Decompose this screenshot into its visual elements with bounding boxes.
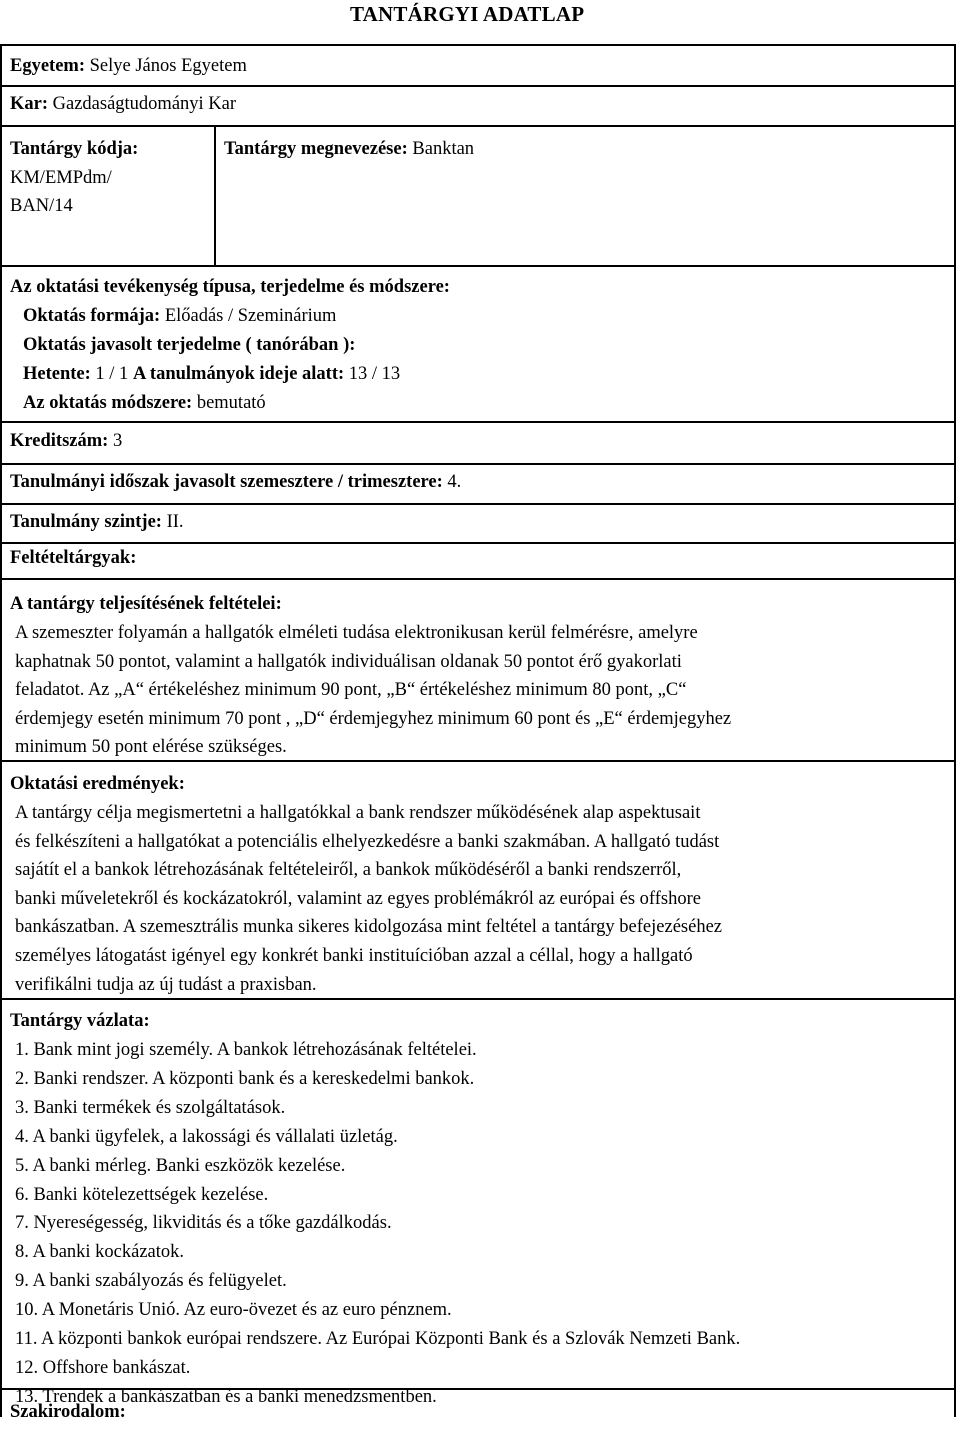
outline-label: Tantárgy vázlata: — [10, 1011, 150, 1031]
level-value: II. — [161, 512, 184, 532]
faculty-row — [2, 87, 954, 127]
document-title: TANTÁRGYI ADATLAP — [350, 2, 585, 26]
outcomes-line: A tantárgy célja megismertetni a hallgatókkal a bank rendszer működésének alap aspektusait — [15, 803, 701, 823]
requirements-line: feladatot. Az „A“ értékeléshez minimum 90 pont, „B“ értékeléshez minimum 80 pont, „C“ — [15, 680, 687, 701]
faculty-label: Kar: — [10, 94, 49, 114]
outcomes-line: verifikálni tudja az új tudást a praxisban. — [15, 974, 317, 995]
course-name-cell — [216, 127, 954, 265]
course-code-line-1: KM/EMPdm/ — [10, 167, 112, 188]
total-label: A tanulmányok ideje alatt: — [132, 364, 345, 384]
outline-row — [2, 1000, 954, 1407]
outline-item: 2. Banki rendszer. A központi bank és a kereskedelmi bankok. — [15, 1068, 475, 1089]
literature-label: Szakirodalom: — [10, 1402, 126, 1422]
level-row — [2, 505, 954, 544]
semester-label: Tanulmányi időszak javasolt szemesztere / trimesztere: — [10, 472, 443, 492]
outline-item: 7. Nyereségesség, likviditás és a tőke gazdálkodás. — [15, 1213, 392, 1234]
semester-value: 4. — [442, 472, 462, 492]
outcomes-line: bankászatban. A szemesztrális munka sikeres kidolgozása mint feltétel a tantárgy befejezéséhez — [15, 917, 723, 938]
teaching-form-label: Oktatás formája: — [23, 306, 161, 326]
semester-row — [2, 465, 954, 505]
outcomes-row — [2, 762, 954, 1000]
requirements-line: A szemeszter folyamán a hallgatók elméleti tudása elektronikusan kerül felmérésre, amelyre — [15, 623, 698, 643]
course-code-cell — [2, 127, 216, 265]
outline-item: 10. A Monetáris Unió. Az euro-övezet és az euro pénznem. — [15, 1300, 452, 1321]
requirements-label: A tantárgy teljesítésének feltételei: — [10, 594, 282, 614]
requirements-line: kaphatnak 50 pontot, valamint a hallgatók individuálisan oldanak 50 pontot érő gyakorlati — [15, 651, 682, 672]
outline-item: 3. Banki termékek és szolgáltatások. — [15, 1097, 286, 1118]
outline-item: 8. A banki kockázatok. — [15, 1242, 185, 1263]
prerequisites-label: Feltételtárgyak: — [10, 548, 137, 568]
faculty-value: Gazdaságtudományi Kar — [48, 94, 237, 114]
requirements-line: érdemjegy esetén minimum 70 pont , „D“ érdemjegyhez minimum 60 pont és „E“ érdemjegyhez — [15, 708, 732, 729]
requirements-line: minimum 50 pont elérése szükséges. — [15, 737, 287, 758]
outcomes-line: sajátít el a bankok létrehozásának feltételeiről, a bankok működéséről a banki rendszerről, — [15, 860, 682, 881]
requirements-row — [2, 580, 954, 762]
weekly-label: Hetente: — [23, 364, 91, 384]
university-value: Selye János Egyetem — [85, 56, 247, 76]
course-identity-row — [2, 127, 954, 267]
outcomes-line: és felkészíteni a hallgatókat a potenciális elhelyezkedésre a banki szakmában. A hallgató tudást — [15, 831, 720, 852]
credits-label: Kreditszám: — [10, 431, 109, 451]
university-row — [2, 46, 954, 87]
outline-item: 12. Offshore bankászat. — [15, 1357, 191, 1378]
credits-row — [2, 423, 954, 465]
method-value: bemutató — [192, 393, 266, 413]
outline-item: 5. A banki mérleg. Banki eszközök kezelése. — [15, 1155, 346, 1176]
teaching-hours-line — [10, 360, 946, 389]
course-code-line-2: BAN/14 — [10, 196, 73, 216]
outline-item: 11. A központi bankok európai rendszere. Az Európai Központi Bank és a Szlovák Nemzeti Bank. — [15, 1329, 741, 1350]
total-value: 13 / 13 — [344, 364, 401, 384]
outline-item: 1. Bank mint jogi személy. A bankok létrehozásának feltételei. — [15, 1040, 477, 1060]
teaching-heading: Az oktatási tevékenység típusa, terjedelme és módszere: — [10, 277, 450, 297]
weekly-value: 1 / 1 — [90, 364, 133, 384]
teaching-form-value: Előadás / Szeminárium — [160, 306, 337, 326]
prerequisites-row — [2, 544, 954, 580]
teaching-row — [2, 267, 954, 423]
teaching-scope-label: Oktatás javasolt terjedelme ( tanórában ): — [23, 335, 356, 355]
outline-item: 13. Trendek a bankászatban és a banki menedzsmentben. — [15, 1386, 437, 1407]
outline-item: 9. A banki szabályozás és felügyelet. — [15, 1271, 287, 1292]
level-label: Tanulmány szintje: — [10, 512, 162, 532]
course-code-label: Tantárgy kódja: — [10, 139, 139, 159]
method-label: Az oktatás módszere: — [23, 393, 193, 413]
outcomes-label: Oktatási eredmények: — [10, 774, 185, 794]
credits-value: 3 — [108, 431, 123, 451]
course-name-label: Tantárgy megnevezése: — [224, 139, 408, 159]
teaching-method-line — [10, 389, 946, 418]
outline-item: 6. Banki kötelezettségek kezelése. — [15, 1184, 269, 1205]
university-label: Egyetem: — [10, 56, 85, 76]
outcomes-line: személyes látogatást igényel egy konkrét banki instituícióban azzal a céllal, hogy a hallgató — [15, 945, 693, 966]
outcomes-line: banki műveletekről és kockázatokról, valamint az egyes problémákról az európai és offshore — [15, 888, 701, 909]
teaching-form-line — [10, 302, 946, 331]
course-data-sheet — [0, 44, 956, 1422]
outline-item: 4. A banki ügyfelek, a lakossági és vállalati üzletág. — [15, 1126, 398, 1147]
course-name-value: Banktan — [407, 139, 475, 159]
